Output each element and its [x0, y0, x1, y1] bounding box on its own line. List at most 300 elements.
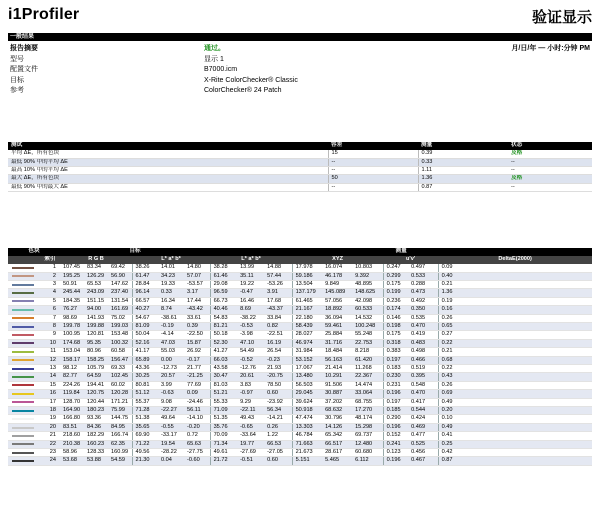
target-rgb-value: 75.02 [108, 314, 132, 322]
target-rgb-value: 166.80 [60, 415, 84, 423]
summary-row [8, 86, 592, 97]
summary-label: 报告摘要 [10, 45, 38, 52]
patch-row [8, 373, 592, 381]
summary-value: X-Rite ColorChecker® Classic [204, 76, 298, 84]
patch-swatch [12, 326, 34, 328]
patch-swatch [12, 334, 34, 336]
xyz-value: 91.506 [322, 381, 352, 389]
uv-value: 0.525 [408, 440, 438, 448]
target-rgb-value: 94.00 [84, 306, 108, 314]
target-lab-value: 14.80 [184, 264, 210, 272]
patch-row [8, 423, 592, 431]
summary-value: 通过。 [204, 45, 225, 52]
measured-lab-value: 13.99 [237, 264, 264, 272]
measured-lab-header: L* a* b* [210, 256, 292, 264]
patch-row [8, 306, 592, 314]
measured-lab-value: 56.34 [264, 407, 292, 415]
tests-row [8, 183, 592, 191]
uv-value: 0.470 [408, 390, 438, 398]
target-lab-value: -28.22 [158, 449, 184, 457]
target-lab-value: 20.57 [158, 373, 184, 381]
tests-row [8, 166, 592, 174]
test-name: 最低 90% 中的平均 ΔE [8, 158, 328, 166]
rgb-header: R G B [60, 256, 132, 264]
patch-swatch-cell [8, 306, 40, 314]
summary-label: 配置文件 [10, 66, 38, 73]
patch-swatch-cell [8, 423, 40, 431]
patch-swatch-cell [8, 356, 40, 364]
patch-row [8, 432, 592, 440]
patch-swatch-cell [8, 407, 40, 415]
target-lab-value: 8.74 [158, 306, 184, 314]
target-lab-value: 14.01 [158, 264, 184, 272]
measured-lab-value: 0.60 [264, 390, 292, 398]
target-rgb-value: 60.58 [108, 348, 132, 356]
patch-row [8, 331, 592, 339]
test-tolerance: 15 [328, 150, 418, 158]
measured-lab-value: 66.53 [264, 440, 292, 448]
xyz-value: 31.716 [322, 339, 352, 347]
measured-lab-value: -22.51 [264, 331, 292, 339]
patch-index: 2 [40, 272, 60, 280]
target-lab-value: 71.22 [132, 440, 158, 448]
target-rgb-value: 100.32 [108, 339, 132, 347]
target-rgb-value: 93.36 [84, 415, 108, 423]
xyz-value: 31.984 [292, 348, 322, 356]
target-lab-value: -22.27 [158, 407, 184, 415]
measured-lab-value: -0.65 [237, 423, 264, 431]
measured-lab-value: -20.75 [264, 373, 292, 381]
measured-lab-value: 20.61 [237, 373, 264, 381]
report-header [8, 6, 592, 30]
measured-lab-value: 19.77 [237, 440, 264, 448]
deltae-value: 0.16 [438, 306, 592, 314]
patch-index: 18 [40, 407, 60, 415]
xyz-value: 28.617 [322, 449, 352, 457]
target-rgb-value: 147.62 [108, 280, 132, 288]
patch-swatch-cell [8, 272, 40, 280]
uv-value: 0.198 [383, 322, 408, 330]
target-lab-value: 61.47 [132, 272, 158, 280]
patch-swatch-cell [8, 314, 40, 322]
xyz-header: XYZ [292, 256, 383, 264]
deltae-value: 0.41 [438, 432, 592, 440]
measured-lab-value: 38.28 [210, 264, 237, 272]
target-rgb-value: 166.74 [108, 432, 132, 440]
patch-swatch-cell [8, 322, 40, 330]
patch-swatch [12, 443, 34, 445]
measured-lab-value: 71.09 [210, 407, 237, 415]
measured-lab-value: -33.64 [237, 432, 264, 440]
target-lab-value: 0.33 [158, 289, 184, 297]
patch-row [8, 398, 592, 406]
target-lab-header: L* a* b* [132, 256, 210, 264]
xyz-value: 13.504 [292, 280, 322, 288]
measured-lab-value: -23.92 [264, 398, 292, 406]
target-lab-value: 51.12 [132, 390, 158, 398]
uv-value: 0.350 [408, 306, 438, 314]
xyz-value: 17.978 [292, 264, 322, 272]
test-tolerance: 50 [328, 175, 418, 183]
patch-row [8, 297, 592, 305]
target-lab-value: 16.34 [158, 297, 184, 305]
xyz-value: 22.367 [352, 373, 383, 381]
target-rgb-value: 98.69 [60, 314, 84, 322]
summary-label: 目标 [10, 76, 24, 84]
target-lab-value: -43.42 [184, 306, 210, 314]
uv-value: 0.196 [383, 423, 408, 431]
xyz-value: 16.074 [322, 264, 352, 272]
swatch-group-header: 色块 [8, 248, 60, 256]
target-lab-value: 38.26 [132, 264, 158, 272]
measured-lab-value: 8.69 [237, 306, 264, 314]
uv-value: 0.196 [383, 390, 408, 398]
target-rgb-value: 151.15 [84, 297, 108, 305]
xyz-value: 57.056 [322, 297, 352, 305]
measured-lab-value: 96.59 [210, 289, 237, 297]
target-rgb-value: 243.09 [84, 289, 108, 297]
target-lab-value: -53.57 [184, 280, 210, 288]
patch-row [8, 449, 592, 457]
xyz-value: 71.663 [292, 440, 322, 448]
xyz-value: 68.755 [352, 398, 383, 406]
deltae-value: 0.26 [438, 314, 592, 322]
target-lab-value: 57.07 [184, 272, 210, 280]
measured-lab-value: 9.29 [237, 398, 264, 406]
tests-header-row [8, 142, 592, 150]
measured-lab-value: 47.10 [237, 339, 264, 347]
target-lab-value: 47.03 [158, 339, 184, 347]
measured-lab-value: -22.11 [237, 407, 264, 415]
xyz-value: 56.503 [292, 381, 322, 389]
target-rgb-value: 153.48 [108, 331, 132, 339]
measured-lab-value: 71.34 [210, 440, 237, 448]
target-rgb-value: 153.04 [60, 348, 84, 356]
xyz-value: 8.218 [352, 348, 383, 356]
measured-lab-value: 14.88 [264, 264, 292, 272]
xyz-value: 30.796 [322, 415, 352, 423]
uv-value: 0.548 [408, 381, 438, 389]
target-rgb-value: 84.36 [84, 423, 108, 431]
target-lab-value: -14.10 [184, 415, 210, 423]
target-rgb-value: 184.35 [60, 297, 84, 305]
target-lab-value: 41.17 [132, 348, 158, 356]
target-lab-value: -0.60 [184, 457, 210, 465]
xyz-value: 59.461 [322, 322, 352, 330]
test-measured: 0.87 [418, 183, 508, 191]
tests-header-test: 测试 [8, 142, 328, 150]
target-lab-value: 17.44 [184, 297, 210, 305]
deltae-value: 0.42 [438, 449, 592, 457]
xyz-value: 17.270 [352, 407, 383, 415]
target-rgb-value: 160.99 [108, 449, 132, 457]
measured-lab-value: -3.98 [237, 331, 264, 339]
target-rgb-value: 120.81 [84, 331, 108, 339]
target-rgb-value: 56.90 [108, 272, 132, 280]
target-lab-value: 19.54 [158, 440, 184, 448]
measured-lab-value: 29.08 [210, 280, 237, 288]
measured-lab-value: 26.54 [264, 348, 292, 356]
measured-lab-value: 50.18 [210, 331, 237, 339]
target-rgb-value: 171.21 [108, 398, 132, 406]
measured-lab-value: -27.05 [264, 449, 292, 457]
xyz-value: 6.112 [352, 457, 383, 465]
deltae-value: 0.65 [438, 322, 592, 330]
measured-lab-value: 0.60 [264, 457, 292, 465]
patch-index: 16 [40, 390, 60, 398]
xyz-value: 59.186 [292, 272, 322, 280]
target-lab-value: 55.03 [158, 348, 184, 356]
target-lab-value: -0.55 [158, 423, 184, 431]
xyz-value: 22.753 [352, 339, 383, 347]
target-lab-value: 0.00 [158, 356, 184, 364]
measured-lab-value: -0.53 [237, 322, 264, 330]
uv-value: 0.247 [383, 264, 408, 272]
measured-lab-value: -38.22 [237, 314, 264, 322]
test-tolerance: -- [328, 183, 418, 191]
target-lab-value: 55.37 [132, 398, 158, 406]
xyz-value: 36.094 [322, 314, 352, 322]
target-rgb-value: 164.90 [60, 407, 84, 415]
xyz-value: 48.174 [352, 415, 383, 423]
uv-value: 0.230 [383, 373, 408, 381]
uv-value: 0.467 [408, 457, 438, 465]
target-lab-value: 33.61 [184, 314, 210, 322]
uv-value: 0.231 [383, 381, 408, 389]
uv-value: 0.533 [408, 272, 438, 280]
patch-index: 4 [40, 289, 60, 297]
target-lab-value: 3.99 [158, 381, 184, 389]
target-rgb-value: 180.23 [84, 407, 108, 415]
patch-swatch-cell [8, 432, 40, 440]
patch-swatch-cell [8, 289, 40, 297]
uv-value: 0.197 [383, 398, 408, 406]
xyz-value: 5.465 [322, 457, 352, 465]
patch-row [8, 440, 592, 448]
target-rgb-value: 53.88 [84, 457, 108, 465]
xyz-value: 100.248 [352, 322, 383, 330]
tests-row [8, 150, 592, 158]
target-rgb-value: 65.53 [84, 280, 108, 288]
patch-swatch-cell [8, 331, 40, 339]
summary-block [8, 44, 592, 97]
patch-index: 20 [40, 423, 60, 431]
measured-lab-value: -53.26 [264, 280, 292, 288]
target-rgb-value: 237.40 [108, 289, 132, 297]
patch-swatch-cell [8, 415, 40, 423]
xyz-value: 61.420 [352, 356, 383, 364]
patch-index: 24 [40, 457, 60, 465]
measured-lab-value: 54.49 [237, 348, 264, 356]
measured-lab-value: 81.21 [210, 322, 237, 330]
uv-value: 0.196 [383, 457, 408, 465]
target-lab-value: 19.33 [158, 280, 184, 288]
target-rgb-value: 100.95 [60, 331, 84, 339]
patch-index: 7 [40, 314, 60, 322]
summary-value: B7000.icm [204, 66, 238, 73]
target-rgb-value: 199.88 [84, 322, 108, 330]
measured-lab-value: 49.43 [237, 415, 264, 423]
xyz-value: 61.465 [292, 297, 322, 305]
uv-value: 0.152 [383, 432, 408, 440]
deltae-value: 0.22 [438, 339, 592, 347]
summary-label: 型号 [10, 55, 24, 63]
patch-swatch [12, 368, 34, 370]
target-lab-value: 54.67 [132, 314, 158, 322]
target-rgb-value: 182.29 [84, 432, 108, 440]
xyz-value: 12.480 [352, 440, 383, 448]
xyz-value: 21.414 [322, 364, 352, 372]
xyz-value: 29.045 [292, 390, 322, 398]
deltae-value: 0.19 [438, 297, 592, 305]
xyz-value: 13.480 [292, 373, 322, 381]
target-rgb-value: 82.77 [60, 373, 84, 381]
uv-value: 0.175 [383, 280, 408, 288]
target-lab-value: -24.46 [184, 398, 210, 406]
summary-value: ColorChecker® 24 Patch [204, 87, 282, 94]
target-lab-value: -0.17 [184, 356, 210, 364]
measured-lab-value: 33.84 [264, 314, 292, 322]
uv-value: 0.456 [408, 449, 438, 457]
xyz-value: 9.392 [352, 272, 383, 280]
measured-lab-value: 21.72 [210, 457, 237, 465]
xyz-value: 10.803 [352, 264, 383, 272]
patch-index: 13 [40, 364, 60, 372]
measured-lab-value: -0.23 [264, 356, 292, 364]
target-rgb-value: 128.70 [60, 398, 84, 406]
patch-swatch-cell [8, 348, 40, 356]
xyz-value: 14.474 [352, 381, 383, 389]
xyz-value: 15.298 [352, 423, 383, 431]
target-rgb-value: 120.28 [108, 390, 132, 398]
xyz-value: 47.474 [292, 415, 322, 423]
target-lab-value: 43.36 [132, 364, 158, 372]
tests-header-tolerance: 容差 [328, 142, 418, 150]
target-lab-value: -0.20 [184, 423, 210, 431]
xyz-value: 53.152 [292, 356, 322, 364]
target-lab-value: 40.27 [132, 306, 158, 314]
target-lab-value: -38.61 [158, 314, 184, 322]
deltae-value: 0.69 [438, 390, 592, 398]
patch-swatch-cell [8, 457, 40, 465]
xyz-value: 33.064 [352, 390, 383, 398]
measured-lab-value: 52.30 [210, 339, 237, 347]
patch-swatch [12, 351, 34, 353]
test-name: 最大 ΔE，所有色块 [8, 175, 328, 183]
deltae-value: 0.10 [438, 415, 592, 423]
summary-datetime: 月/日/年 — 小时:分钟 PM [511, 45, 590, 52]
xyz-value: 5.151 [292, 457, 322, 465]
patch-row [8, 415, 592, 423]
patch-row [8, 280, 592, 288]
patch-row [8, 390, 592, 398]
xyz-value: 69.737 [352, 432, 383, 440]
uv-value: 0.318 [383, 339, 408, 347]
measured-lab-value: 54.83 [210, 314, 237, 322]
uv-value: 0.419 [408, 331, 438, 339]
xyz-value: 66.517 [322, 440, 352, 448]
target-lab-value: 26.92 [184, 348, 210, 356]
patch-swatch-cell [8, 280, 40, 288]
target-lab-value: 15.87 [184, 339, 210, 347]
uv-value: 0.470 [408, 322, 438, 330]
deltae-value: 0.49 [438, 423, 592, 431]
measured-lab-value: 0.26 [264, 423, 292, 431]
measured-lab-value: 61.46 [210, 272, 237, 280]
target-rgb-value: 83.51 [60, 423, 84, 431]
target-rgb-value: 83.34 [84, 264, 108, 272]
xyz-value: 46.974 [292, 339, 322, 347]
patch-row [8, 457, 592, 465]
patch-row [8, 356, 592, 364]
patch-index: 14 [40, 373, 60, 381]
xyz-value: 18.484 [322, 348, 352, 356]
patch-swatch-cell [8, 297, 40, 305]
deltae-value: 0.87 [438, 457, 592, 465]
test-status: -- [508, 183, 592, 191]
target-lab-value: 81.09 [132, 322, 158, 330]
target-lab-value: 50.04 [132, 331, 158, 339]
target-lab-value: 21.77 [184, 364, 210, 372]
target-lab-value: 49.56 [132, 449, 158, 457]
target-rgb-value: 69.33 [108, 364, 132, 372]
target-lab-value: 0.72 [184, 432, 210, 440]
target-lab-value: 71.28 [132, 407, 158, 415]
patch-swatch [12, 359, 34, 361]
xyz-value: 68.632 [322, 407, 352, 415]
patch-swatch [12, 410, 34, 412]
xyz-value: 14.532 [352, 314, 383, 322]
target-lab-value: 9.08 [158, 398, 184, 406]
target-lab-value: 65.89 [132, 356, 158, 364]
xyz-value: 9.849 [322, 280, 352, 288]
uv-value: 0.519 [408, 364, 438, 372]
test-tolerance: -- [328, 158, 418, 166]
patch-swatch [12, 300, 34, 302]
test-status: 及格 [508, 150, 592, 158]
measured-lab-value: 19.22 [237, 280, 264, 288]
test-status: -- [508, 166, 592, 174]
target-rgb-value: 119.84 [60, 390, 84, 398]
uv-value: 0.236 [383, 297, 408, 305]
patch-swatch [12, 418, 34, 420]
patch-swatch-cell [8, 381, 40, 389]
uv-value: 0.199 [383, 289, 408, 297]
xyz-value: 14.126 [322, 423, 352, 431]
target-rgb-value: 158.17 [60, 356, 84, 364]
xyz-value: 21.167 [292, 306, 322, 314]
uv-value: 0.424 [408, 415, 438, 423]
patch-swatch [12, 401, 34, 403]
test-measured: 0.33 [418, 158, 508, 166]
measured-lab-value: -0.97 [237, 390, 264, 398]
target-lab-value: 0.04 [158, 457, 184, 465]
target-rgb-value: 105.79 [84, 364, 108, 372]
test-measured: 0.39 [418, 150, 508, 158]
test-measured: 1.11 [418, 166, 508, 174]
patch-index: 3 [40, 280, 60, 288]
measured-lab-value: 30.47 [210, 373, 237, 381]
target-rgb-value: 194.41 [84, 381, 108, 389]
xyz-value: 55.248 [352, 331, 383, 339]
target-rgb-value: 160.23 [84, 440, 108, 448]
patch-swatch [12, 267, 34, 269]
deltae-value: 0.21 [438, 280, 592, 288]
measured-lab-value: 51.21 [210, 390, 237, 398]
patch-sub-header-row [8, 256, 592, 264]
patch-row [8, 407, 592, 415]
target-lab-value: 0.39 [184, 322, 210, 330]
